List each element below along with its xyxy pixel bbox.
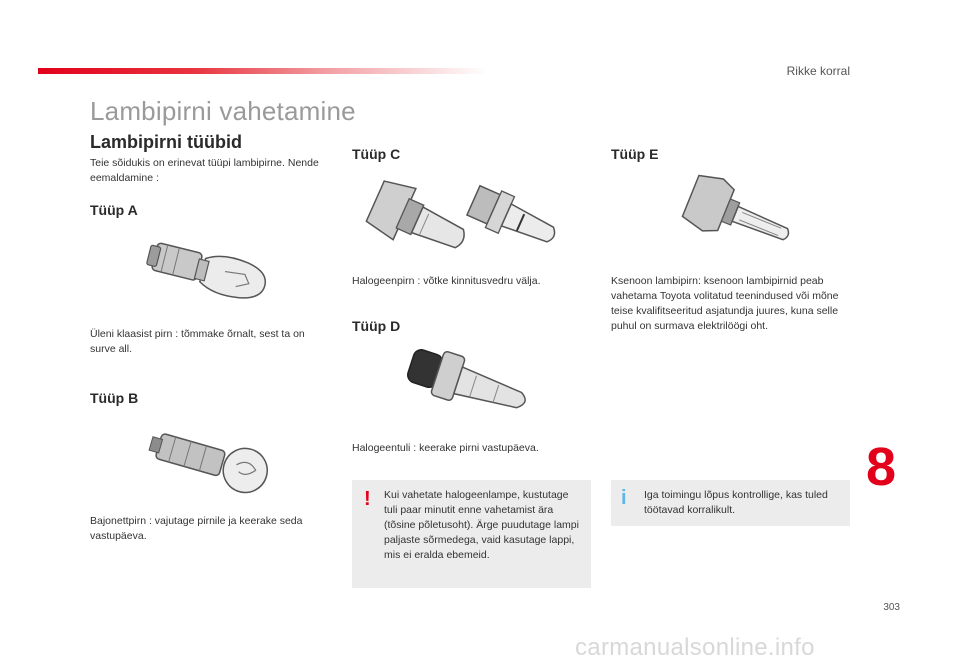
info-icon: i [621,487,627,509]
type-d-description: Halogeentuli : keerake pirni vastupäeva. [352,442,539,454]
chapter-number: 8 [866,437,897,497]
type-b-description: Bajonettpirn : vajutage pirnile ja keerake seda vastupäeva. [90,515,303,542]
type-a-bulb-illustration [140,238,280,310]
page-title: Lambipirni vahetamine [90,96,356,126]
type-d-bulb-illustration [400,350,550,430]
page-number: 303 [883,602,900,613]
info-text: Iga toimingu lõpus kontrollige, kas tuled töötavad korralikult. [644,489,828,516]
type-d-heading: Tüüp D [352,318,401,334]
type-e-heading: Tüüp E [611,146,659,162]
warning-box [352,480,591,588]
type-c-heading: Tüüp C [352,146,401,162]
type-b-bulb-illustration [150,428,275,498]
type-e-description: Ksenoon lambipirn: ksenoon lambipirnid peab vahetama Toyota volitatud teenindused või mõne teise kvalifitseeritud asjatundja juures, kuna selle puhul on surmava elektrilöögi oht. [611,275,839,332]
type-b-heading: Tüüp B [90,390,139,406]
section-title: Lambipirni tüübid [90,132,242,152]
type-e-bulb-illustration [680,178,800,258]
exclamation-icon: ! [364,488,371,510]
type-a-description: Üleni klaasist pirn : tõmmake õrnalt, sest ta on surve all. [90,328,305,355]
watermark: carmanualsonline.info [575,634,815,661]
header-accent-bar [38,68,488,74]
info-box [611,480,850,526]
intro-text: Teie sõidukis on erinevat tüüpi lambipirne. Nende eemaldamine : [90,157,319,184]
type-a-heading: Tüüp A [90,202,138,218]
type-c-description: Halogeenpirn : võtke kinnitusvedru välja. [352,275,541,287]
type-c-bulb-illustration [362,178,582,268]
chapter-title: Rikke korral [786,64,850,78]
warning-text: Kui vahetate halogeenlampe, kustutage tuli paar minutit enne vahetamist ära (tõsine põletusoht). Ärge puudutage lampi paljaste sõrmedega, vaid kasutage lappi, mis ei eralda ebemeid. [384,489,579,561]
